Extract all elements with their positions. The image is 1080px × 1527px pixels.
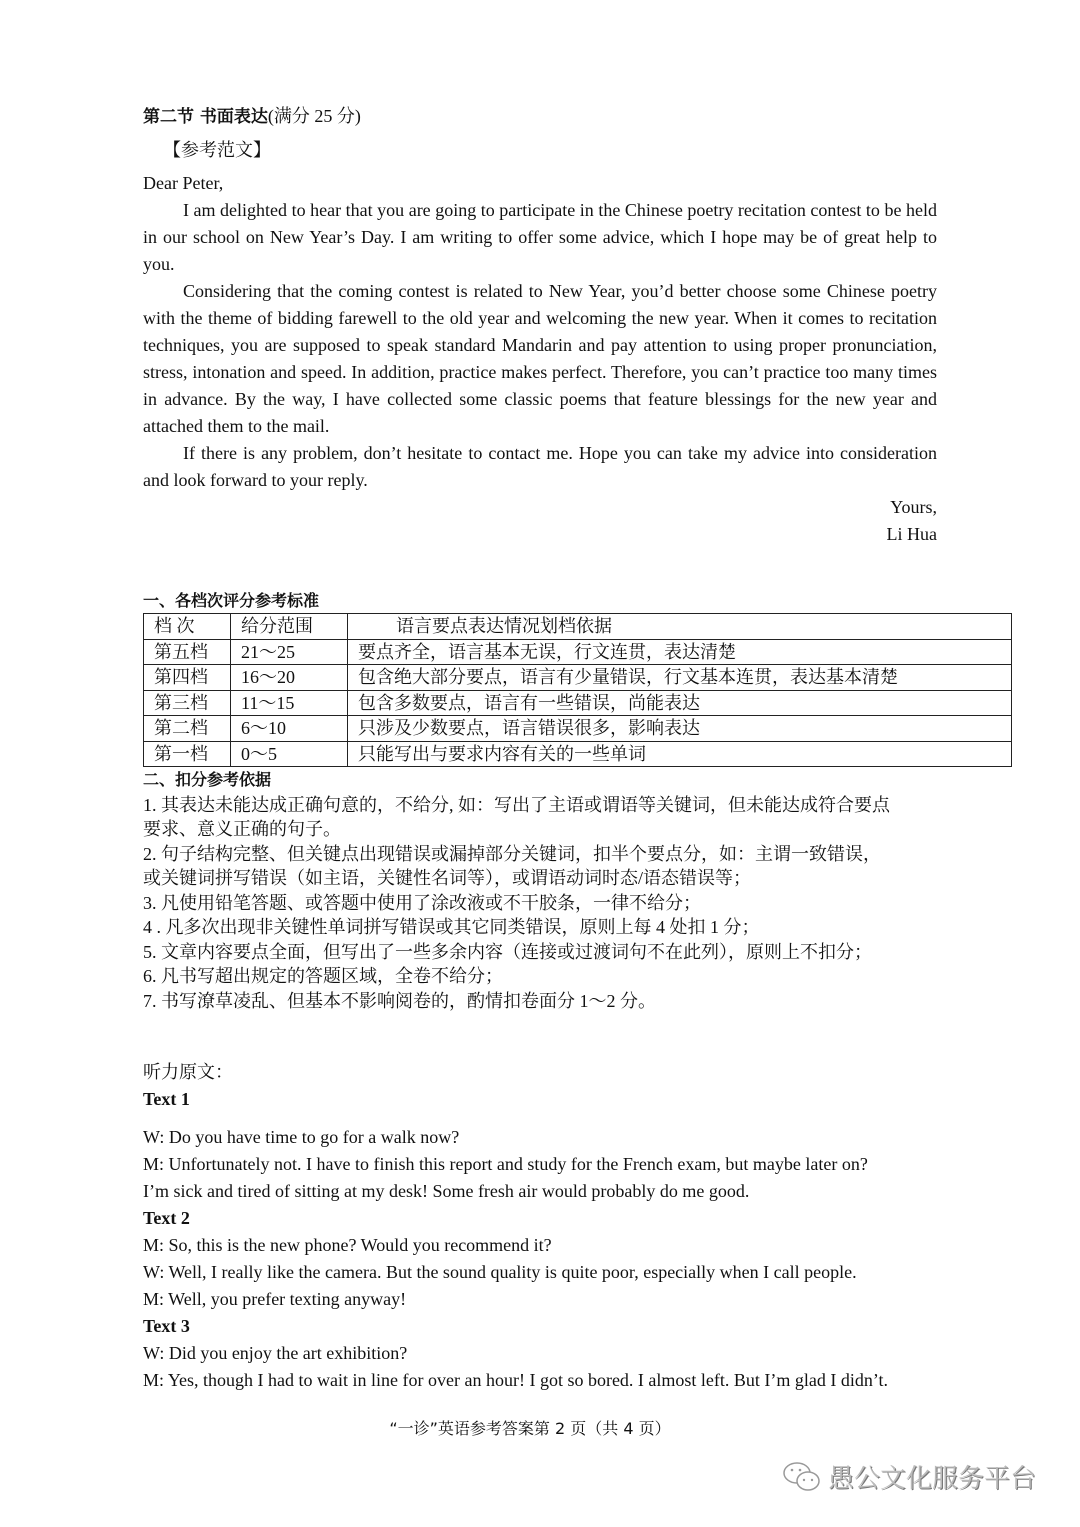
dialogue-line: M: Yes, though I had to wait in line for over an hour! I got so bored. I almost left. But I’m glad I didn’t.: [143, 1370, 889, 1390]
listening-section: [143, 1059, 937, 1394]
criteria-cell: 包含多数要点，语言有一些错误，尚能表达: [348, 690, 1012, 716]
section-title: 第二节 书面表达: [143, 107, 268, 127]
range-cell: 6～10: [231, 716, 348, 742]
header-cell: 档 次: [144, 614, 231, 640]
criteria-cell: 只能写出与要求内容有关的一些单词: [348, 741, 1012, 767]
letter-paragraph: Considering that the coming contest is related to New Year, you’d better choose some Chinese poetry with the theme of bidding farewell to the old year and welcoming the new year. When it comes to recitation techniques, you are supposed to speak standard Mandarin and pay attention to using proper pronunciation, stress, intonation and speed. In addition, practice makes perfect. Therefore, you can’t practice too many times in advance. By the way, I have collected some classic poems that feature blessings for the new year and attached them to the mail.: [143, 281, 937, 436]
deduction-line: 5. 文章内容要点全面，但写出了一些多余内容（连接或过渡词句不在此列），原则上不扣分；: [143, 941, 872, 962]
deduction-line: 3. 凡使用铅笔答题、或答题中使用了涂改液或不干胶条，一律不给分；: [143, 892, 701, 913]
letter-paragraph: If there is any problem, don’t hesitate to contact me. Hope you can take my advice into consideration and look forward to your reply.: [143, 443, 937, 490]
text-label: Text 1: [143, 1089, 190, 1109]
deduction-line: 要求、意义正确的句子。: [143, 819, 341, 839]
range-cell: 0～5: [231, 741, 348, 767]
range-cell: 21～25: [231, 639, 348, 665]
dialogue-line: M: Unfortunately not. I have to finish this report and study for the French exam, but maybe later on?: [143, 1154, 868, 1174]
grading-table: [143, 613, 1012, 767]
level-cell: 第五档: [144, 639, 231, 665]
header-cell: 给分范围: [231, 614, 348, 640]
level-cell: 第四档: [144, 665, 231, 691]
watermark: [782, 1458, 1036, 1495]
deduction-line: 7. 书写潦草凌乱、但基本不影响阅卷的，酌情扣卷面分 1～2 分。: [143, 990, 656, 1011]
grading-title: 一、各档次评分参考标准: [143, 591, 320, 610]
deduction-line: 4 . 凡多次出现非关键性单词拼写错误或其它同类错误，原则上每 4 处扣 1 分；: [143, 917, 760, 937]
criteria-cell: 要点齐全，语言基本无误，行文连贯，表达清楚: [348, 639, 1012, 665]
deduction-title: 二、扣分参考依据: [143, 770, 272, 789]
section-score: (满分 25 分): [267, 106, 361, 126]
range-cell: 11～15: [231, 690, 348, 716]
dialogue-line: M: Well, you prefer texting anyway!: [143, 1289, 407, 1309]
dialogue-line: W: Well, I really like the camera. But the sound quality is quite poor, especially when I call people.: [143, 1262, 857, 1282]
deduction-line: 2. 句子结构完整、但关键点出现错误或漏掉部分关键词，扣半个要点分，如：主谓一致错误，: [143, 843, 881, 864]
table-row: [144, 665, 1012, 691]
listening-title: 听力原文：: [143, 1062, 233, 1082]
signature: Li Hua: [886, 524, 937, 544]
dialogue-line: W: Did you enjoy the art exhibition?: [143, 1343, 408, 1363]
text-label: Text 2: [143, 1208, 190, 1228]
grading-section: [143, 589, 1023, 767]
closing: Yours,: [890, 497, 937, 517]
wechat-icon: [782, 1460, 822, 1494]
table-row: [144, 690, 1012, 716]
dialogue-line: M: So, this is the new phone? Would you recommend it?: [143, 1235, 552, 1255]
table-row: [144, 639, 1012, 665]
salutation: Dear Peter,: [143, 173, 224, 193]
page-footer: “一诊”英语参考答案第 2 页（共 4 页）: [389, 1419, 671, 1438]
section-heading: [143, 103, 937, 130]
letter: [143, 170, 937, 548]
criteria-cell: 只涉及少数要点，语言错误很多，影响表达: [348, 716, 1012, 742]
level-cell: 第一档: [144, 741, 231, 767]
criteria-cell: 包含绝大部分要点，语言有少量错误，行文基本连贯，表达基本清楚: [348, 665, 1012, 691]
letter-paragraph: I am delighted to hear that you are going to participate in the Chinese poetry recitation contest to be held in our school on New Year’s Day. I am writing to offer some advice, which I hope may be of great help to you.: [143, 200, 937, 274]
watermark-text: 愚公文化服务平台: [828, 1464, 1037, 1494]
table-row: [144, 741, 1012, 767]
dialogue-line: I’m sick and tired of sitting at my desk! Some fresh air would probably do me good.: [143, 1181, 750, 1201]
deduction-line: 1. 其表达未能达成正确句意的，不给分, 如：写出了主语或谓语等关键词，但未能达成符合要点: [143, 794, 890, 815]
level-cell: 第三档: [144, 690, 231, 716]
sample-label: 【参考范文】: [163, 140, 271, 160]
deduction-line: 或关键词拼写错误（如主语，关键性名词等），或谓语动词时态/语态错误等；: [143, 868, 751, 888]
table-header-row: [144, 614, 1012, 640]
range-cell: 16～20: [231, 665, 348, 691]
deduction-line: 6. 凡书写超出规定的答题区域，全卷不给分；: [143, 966, 503, 986]
dialogue-line: W: Do you have time to go for a walk now?: [143, 1127, 460, 1147]
header-cell: 语言要点表达情况划档依据: [348, 614, 1012, 640]
level-cell: 第二档: [144, 716, 231, 742]
deduction-section: [143, 768, 943, 1013]
text-label: Text 3: [143, 1316, 190, 1336]
table-row: [144, 716, 1012, 742]
